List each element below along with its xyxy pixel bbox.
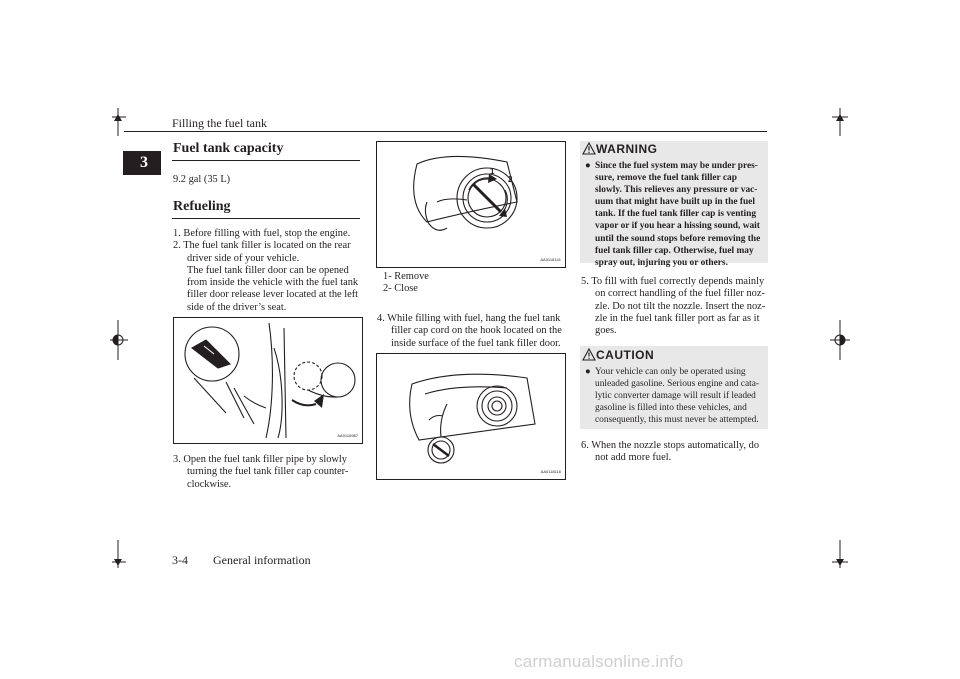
chapter-tab: 3 xyxy=(123,151,161,175)
warning-line: uum that might have built up in the fuel xyxy=(595,197,755,208)
step-5 xyxy=(581,276,769,337)
step-6 xyxy=(581,440,769,465)
caution-line: ● Your vehicle can only be operated using xyxy=(585,367,746,377)
watermark: carmanualsonline.info xyxy=(514,652,684,671)
step-2-line: The fuel tank filler door can be opened xyxy=(187,264,349,276)
figure-code: AA0116987 xyxy=(337,433,358,438)
figure-cap-remove-close xyxy=(376,141,566,268)
legend-close: 2- Close xyxy=(383,283,418,294)
step-2-line: driver side of your vehicle. xyxy=(187,252,300,264)
figure-label-2: 2 xyxy=(508,175,513,184)
step-5-line: on correct handling of the fuel filler noz- xyxy=(595,288,765,300)
caution-line: consequently, this must never be attempted. xyxy=(595,415,759,426)
release-lever-illustration xyxy=(174,318,362,443)
footer-section: General information xyxy=(213,553,311,567)
caution-line: unleaded gasoline. Serious engine and cata- xyxy=(595,379,760,390)
warning-line: slowly. This relieves any pressure or vac- xyxy=(595,185,758,196)
step-5-line: zle. Do not tilt the nozzle. Insert the noz- xyxy=(595,300,766,312)
step-4-line: 4. While filling with fuel, hang the fuel tank xyxy=(377,313,561,324)
warning-line: until the sound stops before removing the xyxy=(595,233,761,244)
step-3-line: turning the fuel tank filler cap counter- xyxy=(187,466,349,478)
step-4-line: filler cap cord on the hook located on the xyxy=(391,325,562,337)
step-5-line: zle in the fuel tank filler port as far as it xyxy=(595,312,760,324)
caution-line: gasoline is filled into these vehicles, and xyxy=(595,403,747,414)
step-6-line: not add more fuel. xyxy=(595,452,672,464)
steps-1-2 xyxy=(173,228,361,314)
step-2-line: 2. The fuel tank filler is located on the rear xyxy=(173,240,351,252)
warning-line: spray out, injuring you or others. xyxy=(595,257,728,268)
figure-code: AA0118116 xyxy=(540,469,561,474)
caution-box xyxy=(580,346,768,429)
figure-cap-hook xyxy=(376,353,566,480)
step-3-line: 3. Open the fuel tank filler pipe by slowly xyxy=(173,454,348,465)
warning-box xyxy=(580,141,768,268)
warning-triangle-icon xyxy=(582,142,596,155)
running-header-title: Filling the fuel tank xyxy=(172,116,267,130)
caution-body xyxy=(585,366,767,426)
warning-line: ● Since the fuel system may be under pres- xyxy=(585,161,758,171)
step-2-line: side of the driver’s seat. xyxy=(187,301,287,313)
warning-line: vapor or if you hear a hissing sound, wait xyxy=(595,221,760,232)
section-heading-refueling: Refueling xyxy=(173,199,231,214)
warning-line: tank. If the fuel tank filler cap is venting xyxy=(595,209,757,220)
step-4-line: inside surface of the fuel tank filler door. xyxy=(391,337,561,349)
arrow-icon xyxy=(314,394,324,408)
caution-title: CAUTION xyxy=(596,348,655,362)
step-6-line: 6. When the nozzle stops automatically, do xyxy=(581,440,760,451)
caution-triangle-icon xyxy=(582,348,596,361)
step-3-line: clockwise. xyxy=(187,478,232,490)
step-2-line: from inside the vehicle with the fuel tank xyxy=(187,277,359,289)
warning-title: WARNING xyxy=(596,142,658,156)
figure-code: AA0118141 xyxy=(540,257,561,262)
step-4 xyxy=(377,313,565,350)
page-number: 3-4 xyxy=(172,553,188,567)
step-1: 1. Before filling with fuel, stop the engine. xyxy=(173,228,351,239)
capacity-value: 9.2 gal (35 L) xyxy=(173,174,231,185)
step-2-line: filler door release lever located at the left xyxy=(187,289,359,301)
step-3 xyxy=(173,454,361,491)
warning-line: sure, remove the fuel tank filler cap xyxy=(595,173,737,184)
cap-hook-illustration xyxy=(377,354,565,479)
section-rule xyxy=(172,218,360,219)
warning-body xyxy=(585,160,767,269)
legend-remove: 1- Remove xyxy=(383,271,429,282)
figure-label-1: 1 xyxy=(490,167,495,176)
caution-line: lytic converter damage will result if leaded xyxy=(595,391,756,402)
warning-line: fuel tank filler cap. Otherwise, fuel may xyxy=(595,245,754,256)
step-5-line: goes. xyxy=(595,325,617,337)
step-5-line: 5. To fill with fuel correctly depends mainly xyxy=(581,276,765,287)
bullet-icon: ● xyxy=(585,367,591,377)
header-rule xyxy=(124,131,767,132)
section-heading-capacity: Fuel tank capacity xyxy=(173,141,284,156)
bullet-icon: ● xyxy=(585,161,591,171)
section-rule xyxy=(172,160,360,161)
filler-cap-illustration xyxy=(377,142,565,267)
figure-release-lever xyxy=(173,317,363,444)
